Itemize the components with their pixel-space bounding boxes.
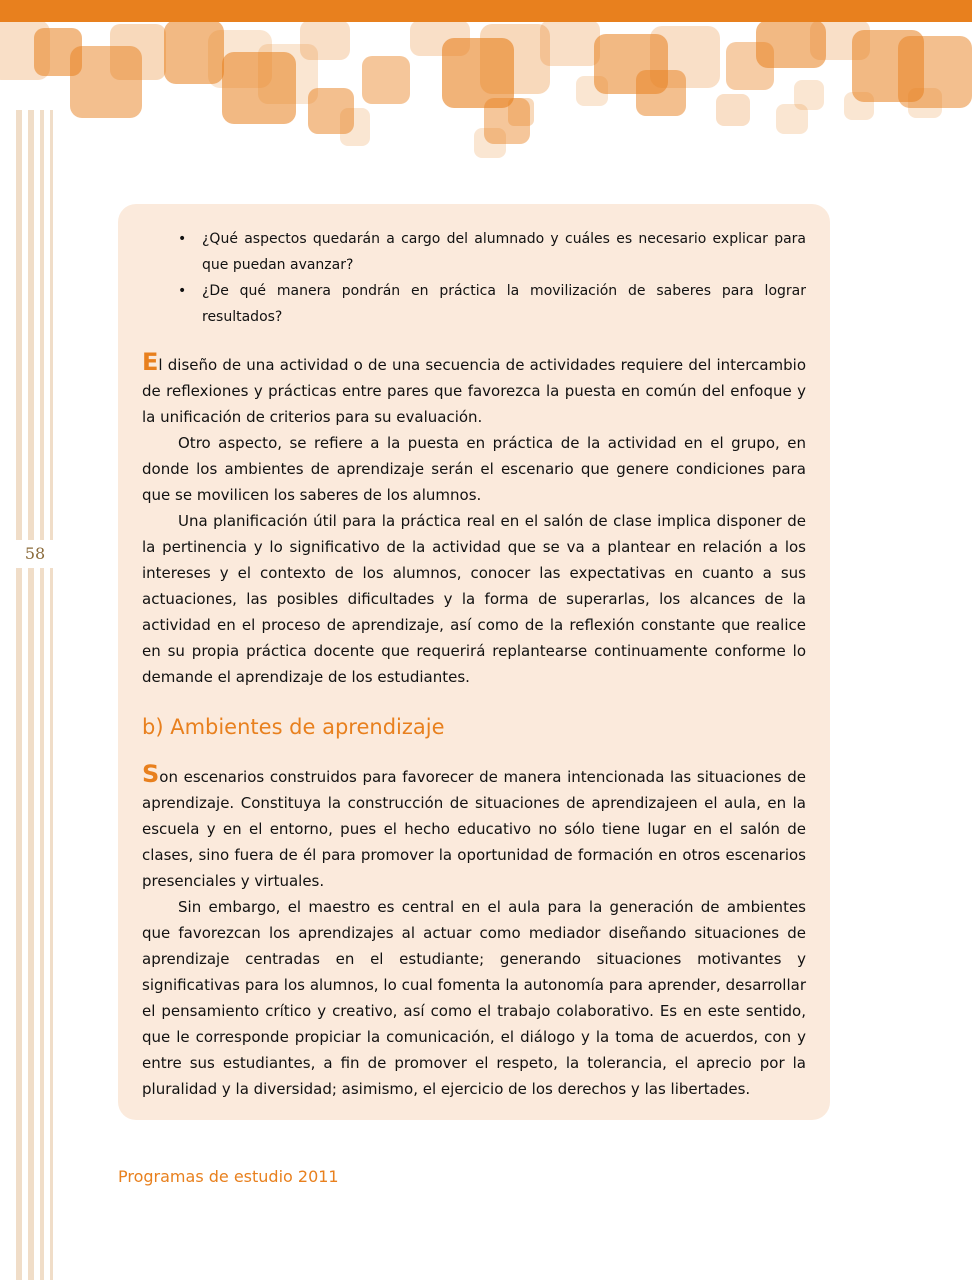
drop-cap: E (142, 348, 159, 376)
question-list (142, 226, 806, 330)
page-body (142, 226, 806, 1102)
page-number: 58 (14, 540, 56, 568)
paragraph (142, 760, 806, 894)
decorative-squares-banner (0, 0, 972, 170)
drop-cap: S (142, 760, 160, 788)
paragraph (142, 348, 806, 430)
paragraph: Una planificación útil para la práctica real en el salón de clase implica disponer de la pertinencia y lo significativo de la actividad que se va a plantear en relación a los intereses y el contexto de los alumnos, conocer las expectativas en cuanto a sus actuaciones, las posibles dificultades y la forma de superarlas, los alcances de la actividad en el proceso de aprendizaje, así como de la reflexión constante que realice en su propia práctica docente que requerirá replantearse continuamente conforme lo demande el aprendizaje de los estudiantes. (142, 512, 806, 686)
list-item: • ¿Qué aspectos quedarán a cargo del alumnado y cuáles es necesario explicar para que puedan avanzar? (202, 226, 806, 278)
paragraph: Sin embargo, el maestro es central en el aula para la generación de ambientes que favorezcan los aprendizajes al actuar como mediador diseñando situaciones de aprendizaje centradas en el estudiante; generando situaciones motivantes y significativas para los alumnos, lo cual fomenta la autonomía para aprender, desarrollar el pensamiento crítico y creativo, así como el trabajo colaborativo. Es en este sentido, que le corresponde propiciar la comunicación, el diálogo y la toma de acuerdos, con y entre sus estudiantes, a fin de promover el respeto, la tolerancia, el aprecio por la pluralidad y la diversidad; asimismo, el ejercicio de los derechos y las libertades. (142, 898, 806, 1098)
left-vertical-stripes (0, 110, 60, 1280)
paragraph: Otro aspecto, se refiere a la puesta en práctica de la actividad en el grupo, en donde los ambientes de aprendizaje serán el escenario que genere condiciones para que se movilicen los saberes de los alumnos. (142, 434, 806, 504)
paragraph-text: l diseño de una actividad o de una secuencia de actividades requiere del intercambio de reflexiones y prácticas entre pares que favorezca la puesta en común del enfoque y la unificación de criterios para su evaluación. (142, 356, 806, 426)
list-item: • ¿De qué manera pondrán en práctica la movilización de saberes para lograr resultados? (202, 278, 806, 330)
footer-title: Programas de estudio 2011 (118, 1167, 339, 1186)
paragraph-text: on escenarios construidos para favorecer de manera intencionada las situaciones de aprendizaje. Constituya la construcción de situaciones de aprendizajeen el aula, en la escuela y en el entorno, pues el hecho educativo no sólo tiene lugar en el salón de clases, sino fuera de él para promover la oportunidad de formación en otros escenarios presenciales y virtuales. (142, 768, 806, 890)
section-heading: b) Ambientes de aprendizaje (142, 715, 445, 739)
